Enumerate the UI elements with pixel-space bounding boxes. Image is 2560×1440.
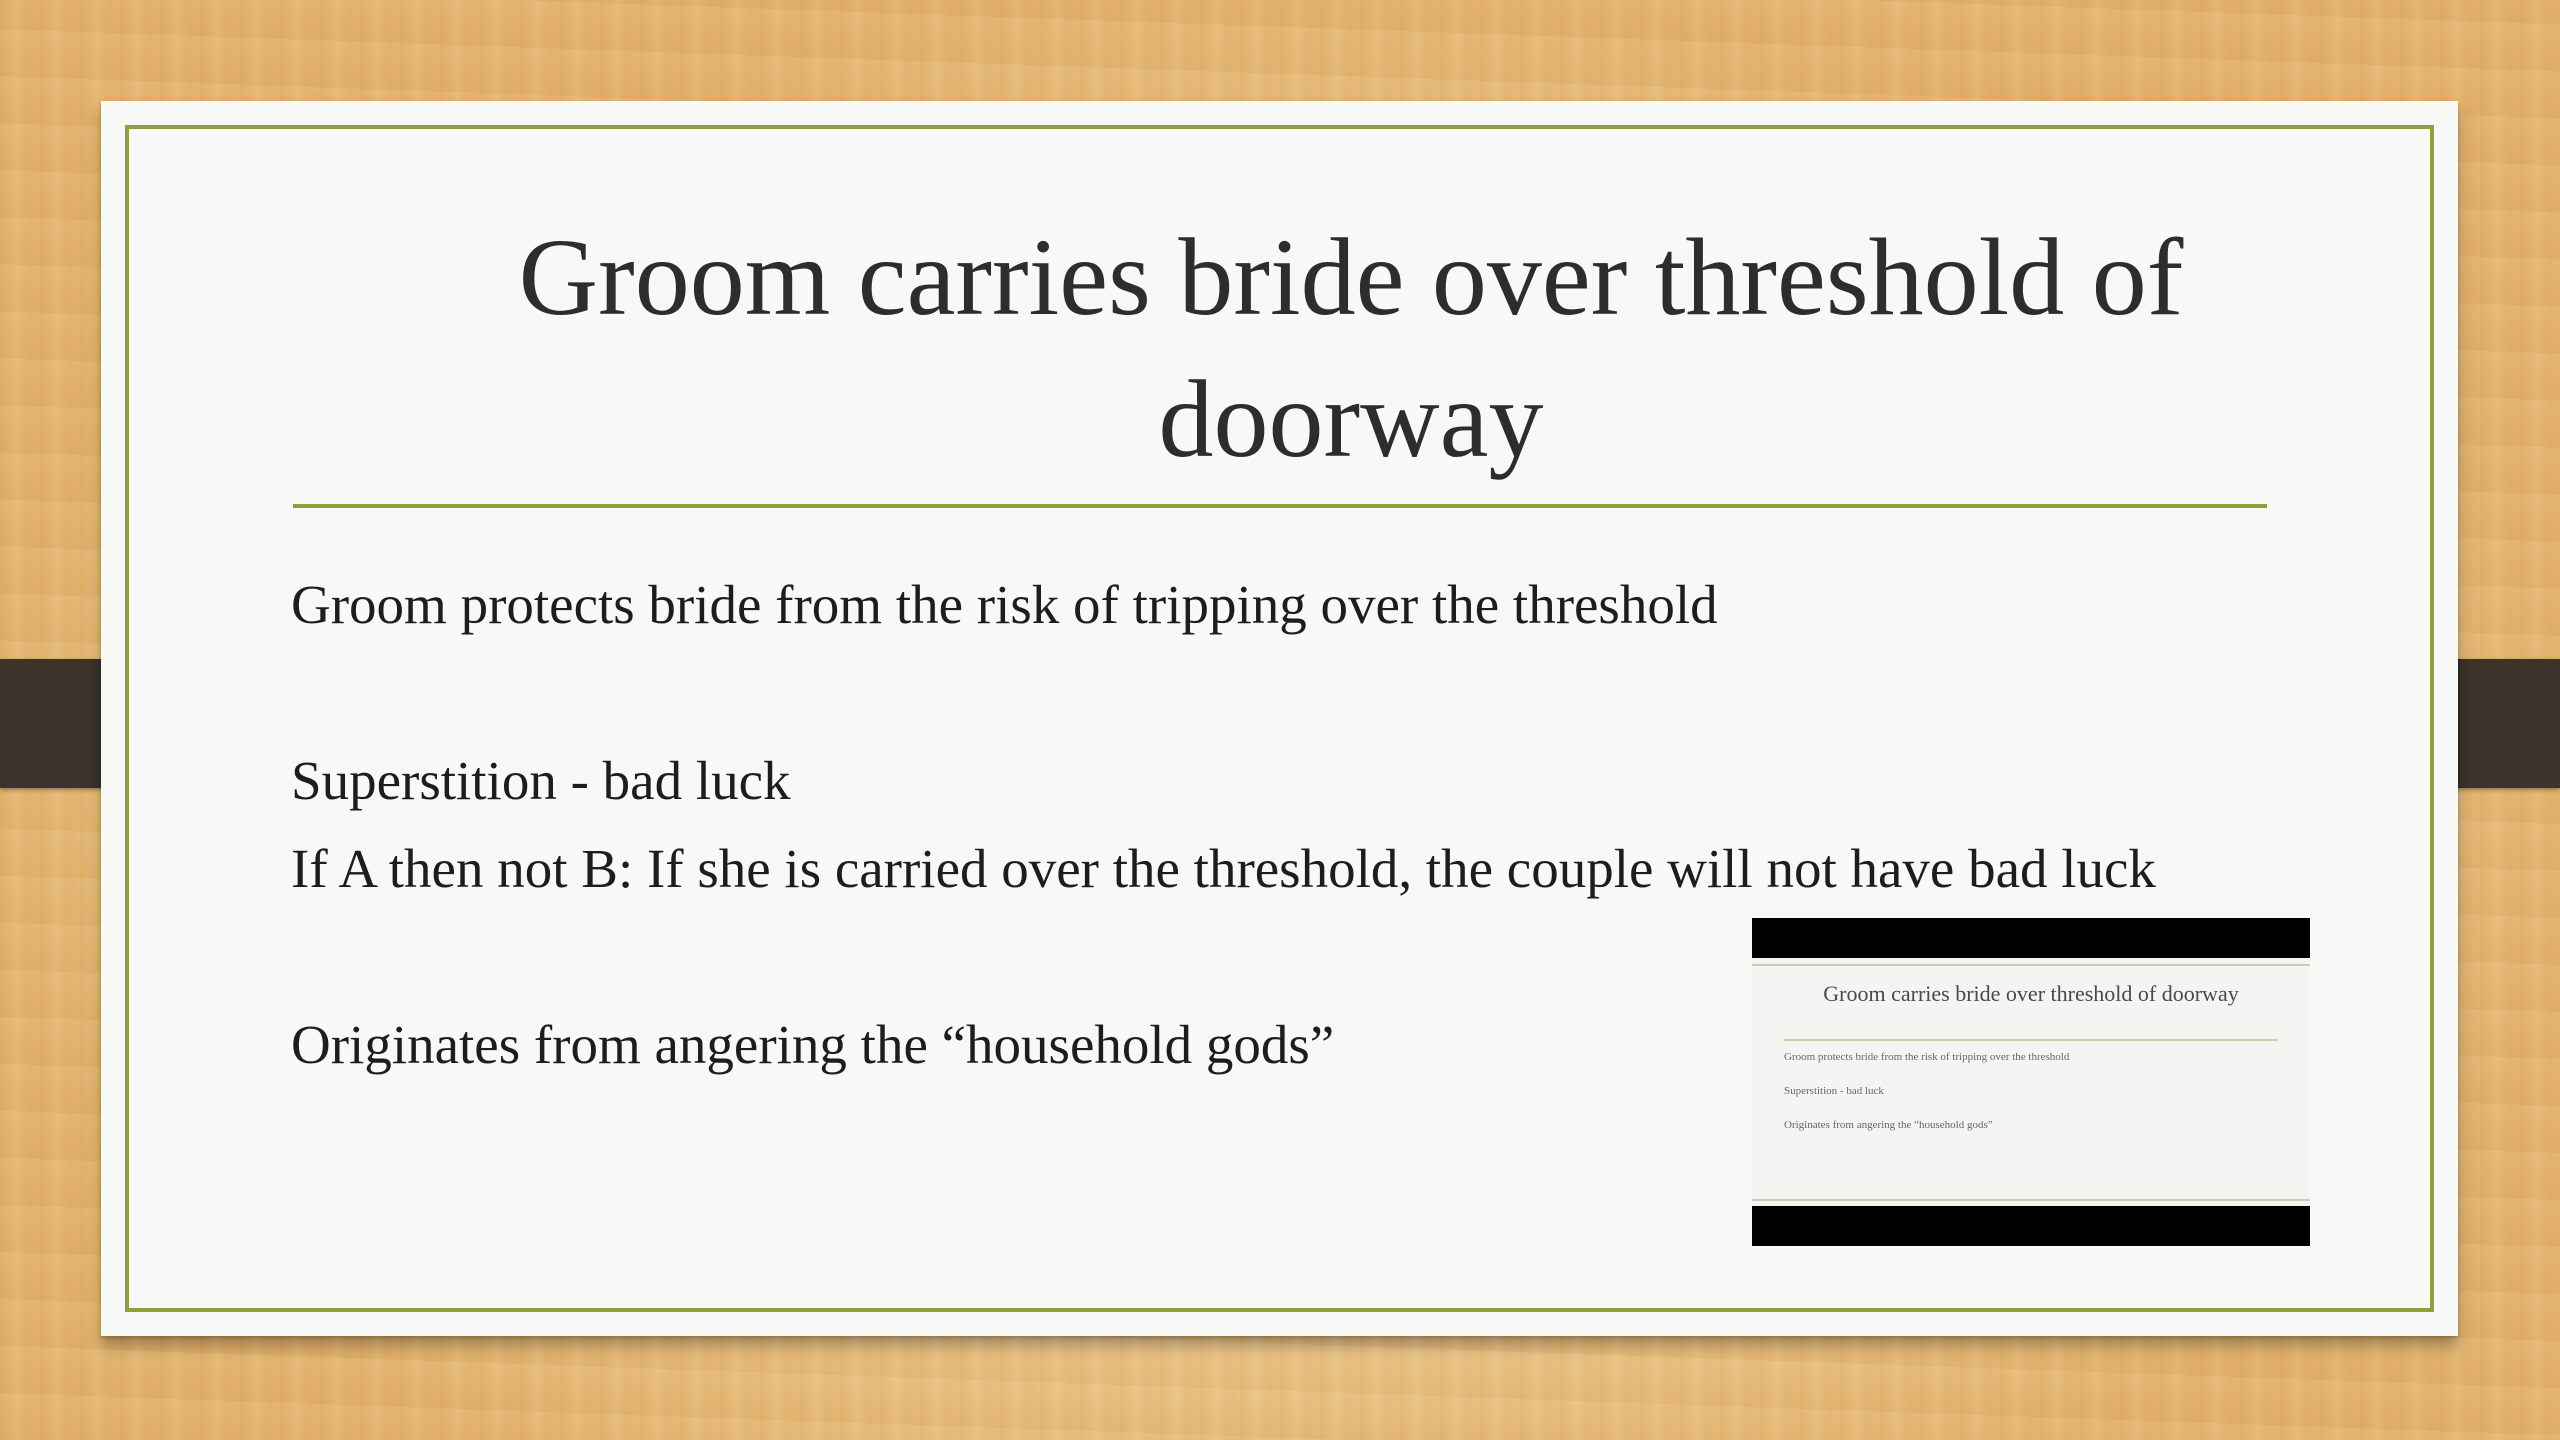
spacer xyxy=(1784,1066,2278,1083)
thumbnail-edge-line xyxy=(1752,1199,2310,1201)
thumbnail-line: Originates from angering the “household gods” xyxy=(1784,1119,1993,1131)
spacer xyxy=(291,649,2341,737)
letterbox-bottom xyxy=(1752,1206,2310,1246)
thumbnail-body xyxy=(1784,1049,2278,1134)
embedded-video-thumbnail[interactable] xyxy=(1752,918,2310,1246)
bullet-text: Superstition - bad luck xyxy=(291,750,791,811)
letterbox-top xyxy=(1752,918,2310,958)
thumbnail-edge-line xyxy=(1752,964,2310,966)
slide xyxy=(101,101,2458,1336)
thumbnail-title: Groom carries bride over threshold of doorway xyxy=(1823,981,2239,1006)
slide-title: Groom carries bride over threshold of doorway xyxy=(518,216,2184,480)
bullet-text: If A then not B: If she is carried over the threshold, the couple will not have bad luck xyxy=(291,838,2156,899)
title-divider xyxy=(293,504,2267,508)
spacer xyxy=(1784,1100,2278,1117)
bullet-text: Originates from angering the “household gods” xyxy=(291,1014,1335,1075)
thumbnail-line: Groom protects bride from the risk of tripping over the threshold xyxy=(1784,1051,2070,1063)
thumbnail-divider xyxy=(1784,1039,2278,1041)
thumbnail-line: Superstition - bad luck xyxy=(1784,1085,1884,1097)
bullet-text: Groom protects bride from the risk of tripping over the threshold xyxy=(291,574,1718,635)
